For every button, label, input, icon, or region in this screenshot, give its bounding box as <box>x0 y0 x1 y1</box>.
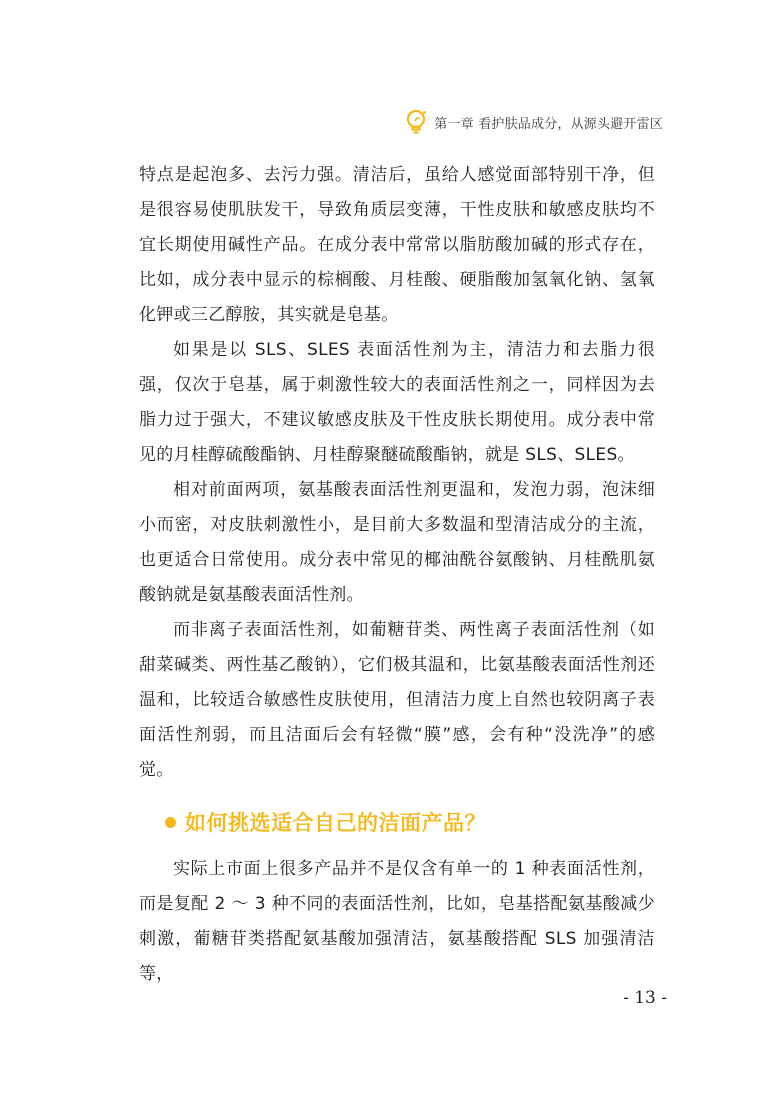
paragraph: 特点是起泡多、去污力强。清洁后，虽给人感觉面部特别干净，但是很容易使肌肤发干，导致角质层变薄，干性皮肤和敏感皮肤均不宜长期使用碱性产品。在成分表中常常以脂肪酸加碱的形式存在，比如，成分表中显示的棕榈酸、月桂酸、硬脂酸加氢氧化钠、氢氧化钾或三乙醇胺，其实就是皂基。 <box>139 165 655 325</box>
section-heading <box>165 802 655 842</box>
page-number: - 13 - <box>623 988 667 1008</box>
section-title: 如何挑选适合自己的洁面产品？ <box>185 811 486 835</box>
chapter-title: 第一章 看护肤品成分，从源头避开雷区 <box>434 116 663 132</box>
lightbulb-icon <box>406 109 428 135</box>
paragraph: 相对前面两项，氨基酸表面活性剂更温和，发泡力弱，泡沫细小而密，对皮肤刺激性小，是目前大多数温和型清洁成分的主流，也更适合日常使用。成分表中常见的椰油酰谷氨酸钠、月桂酰肌氨酸钠就是氨基酸表面活性剂。 <box>139 480 655 605</box>
running-header <box>406 109 663 135</box>
paragraph: 实际上市面上很多产品并不是仅含有单一的 1 种表面活性剂，而是复配 2 ～ 3 种不同的表面活性剂，比如，皂基搭配氨基酸减少刺激，葡糖苷类搭配氨基酸加强清洁，氨基酸搭配 SLS 加强清洁等， <box>139 859 655 984</box>
paragraph: 如果是以 SLS、SLES 表面活性剂为主，清洁力和去脂力很强，仅次于皂基，属于刺激性较大的表面活性剂之一，同样因为去脂力过于强大，不建议敏感皮肤及干性皮肤长期使用。成分表中常见的月桂醇硫酸酯钠、月桂醇聚醚硫酸酯钠，就是 SLS、SLES。 <box>139 340 655 465</box>
body-text <box>139 158 655 992</box>
paragraph: 而非离子表面活性剂，如葡糖苷类、两性离子表面活性剂（如甜菜碱类、两性基乙酸钠），它们极其温和，比氨基酸表面活性剂还温和，比较适合敏感性皮肤使用，但清洁力度上自然也较阴离子表面活性剂弱，而且洁面后会有轻微“膜”感，会有种“没洗净”的感觉。 <box>139 620 655 780</box>
bullet-dot-icon <box>165 817 176 828</box>
